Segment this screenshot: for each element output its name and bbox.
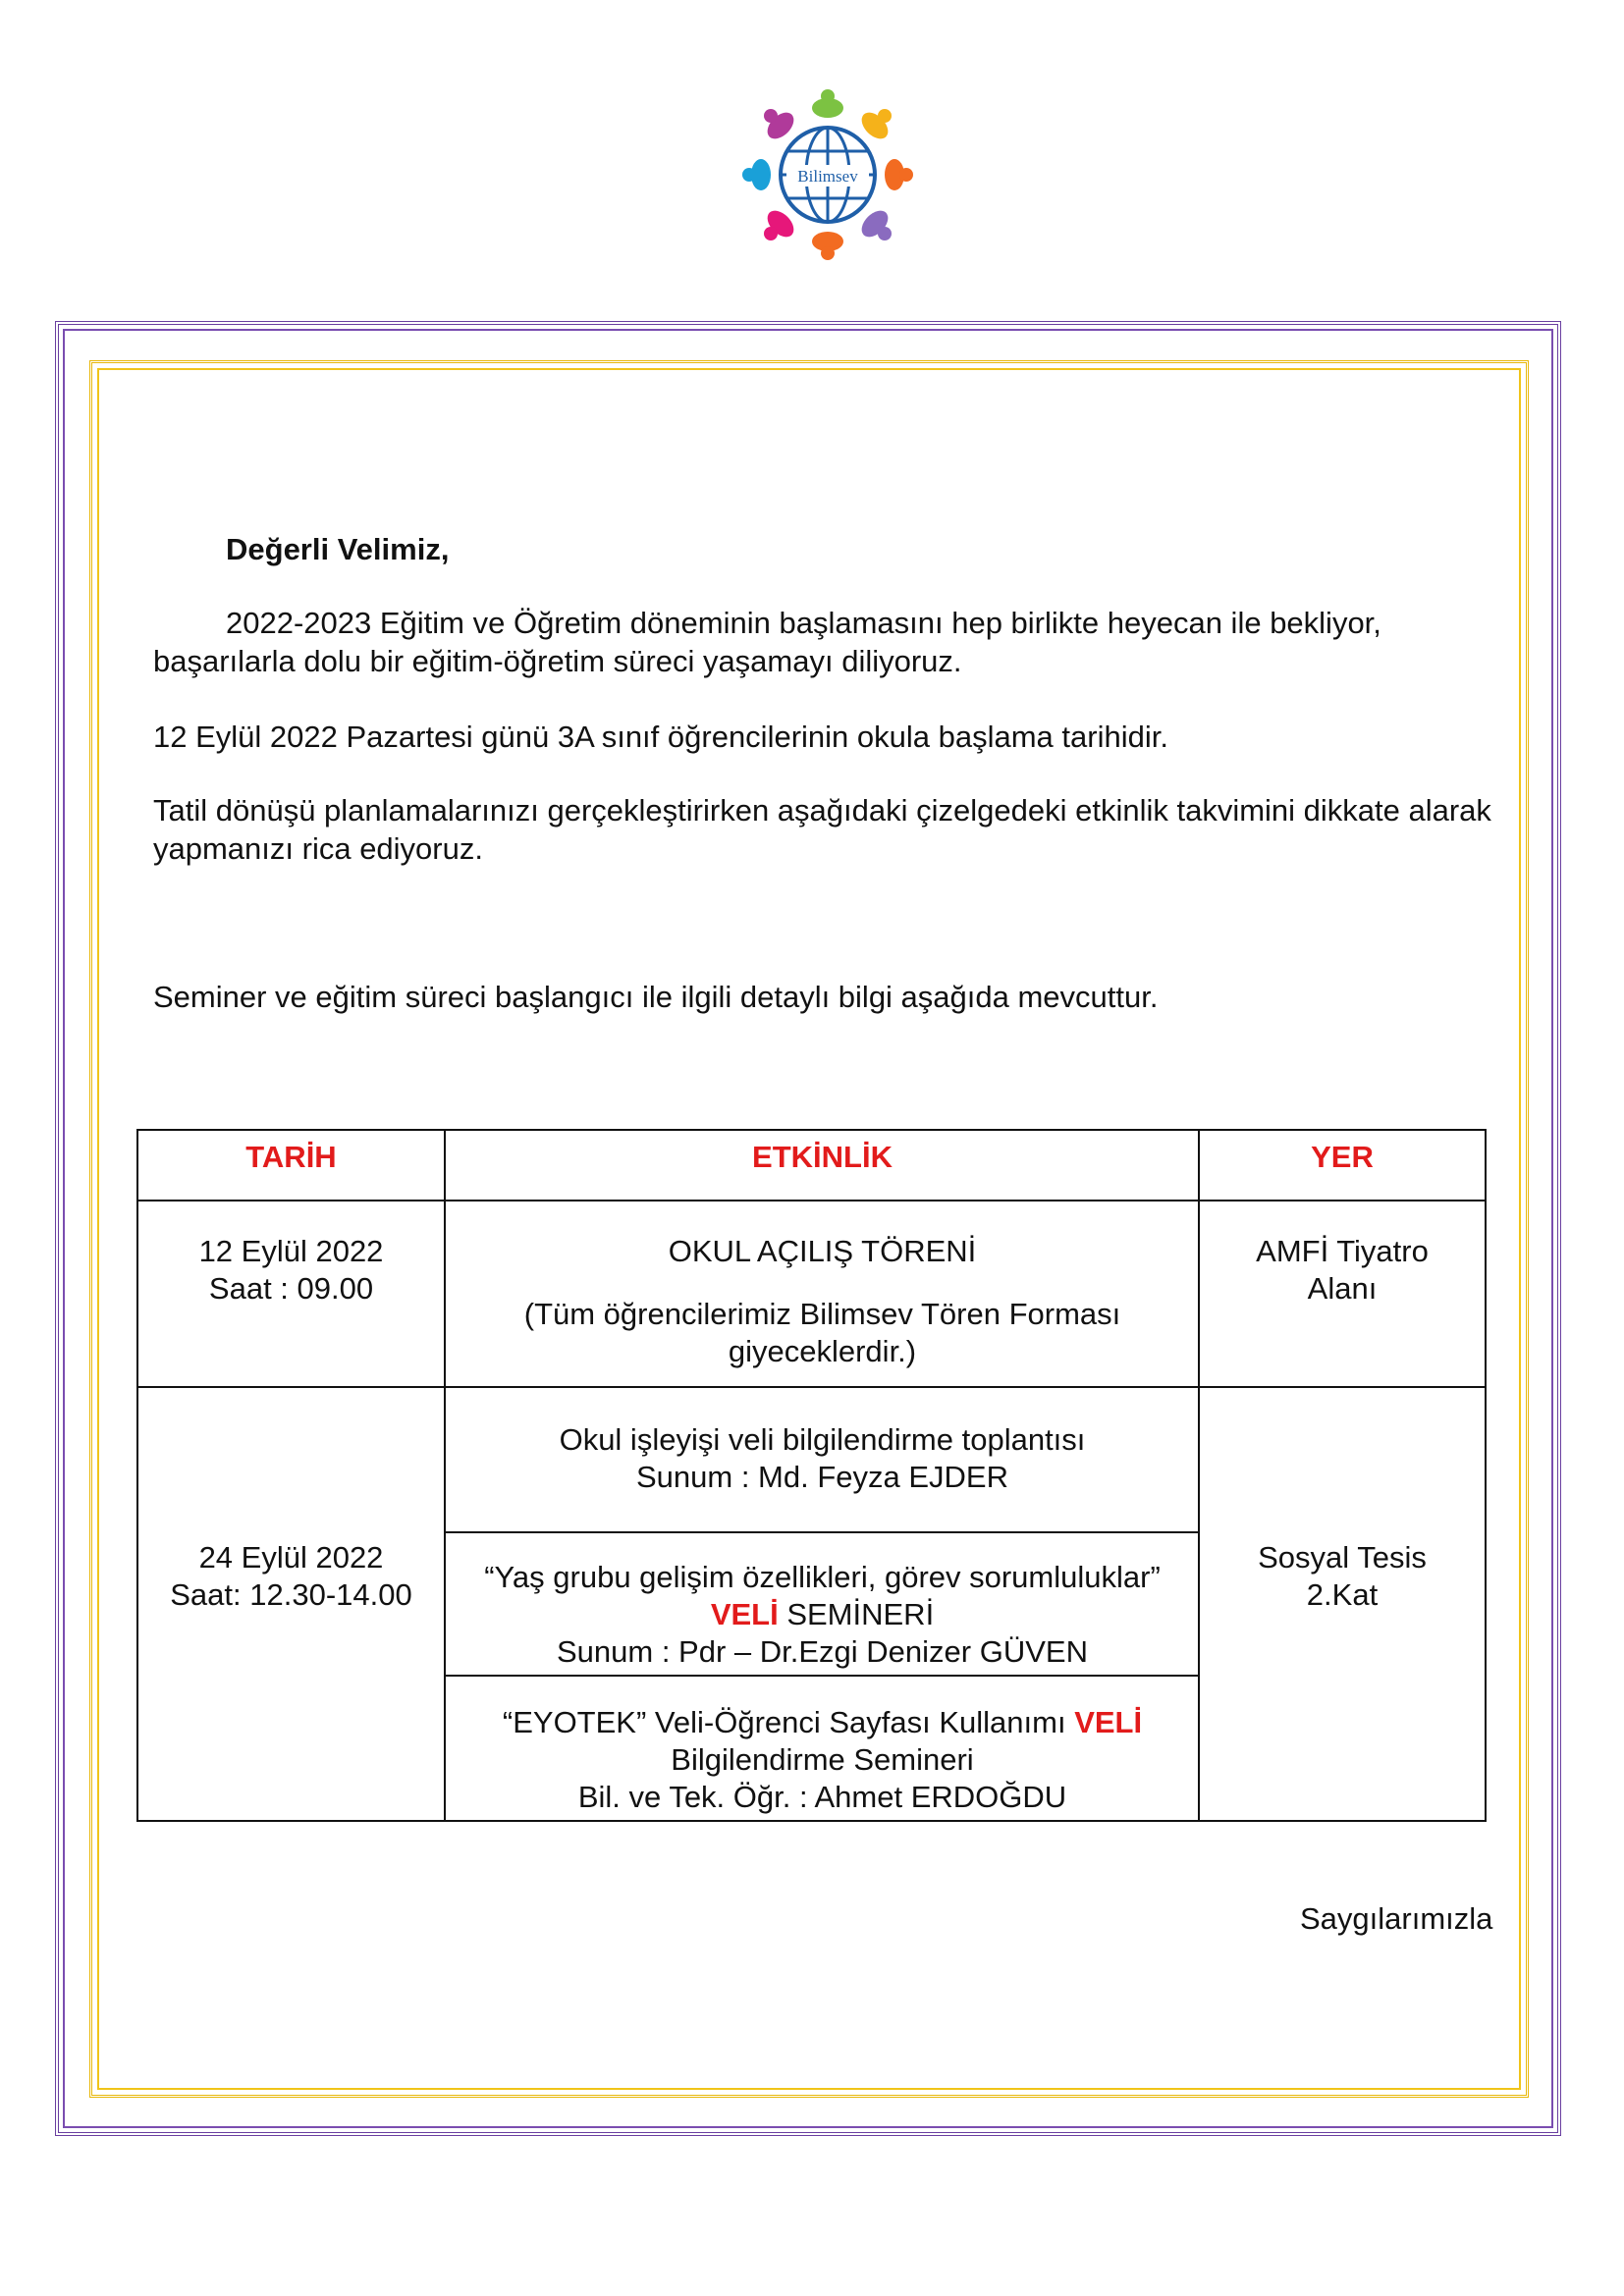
events-table [136, 1129, 1487, 1822]
row2-place-line2: 2.Kat [1306, 1577, 1379, 1612]
row2-event3-title: “EYOTEK” Veli-Öğrenci Sayfası Kullanımı VELİ [502, 1705, 1143, 1739]
veli-highlight: VELİ [710, 1597, 779, 1631]
row2-event1-cell [446, 1386, 1199, 1531]
bilimsev-logo [739, 86, 916, 263]
row2-event2-cell [446, 1531, 1199, 1675]
row2-event3-cell [446, 1675, 1199, 1820]
row2-date: 24 Eylül 2022 [198, 1540, 384, 1575]
row1-date: 12 Eylül 2022 [198, 1234, 384, 1268]
row2-event1-presenter: Sunum : Md. Feyza EJDER [635, 1460, 1008, 1494]
svg-text:Bilimsev: Bilimsev [797, 167, 858, 186]
row2-event3-subtitle: Bilgilendirme Semineri [671, 1742, 974, 1777]
paragraph-holiday-planning: Tatil dönüşü planlamalarınızı gerçekleştirirken aşağıdaki çizelgedeki etkinlik takvimini dikkate alarak yapmanızı rica ediyoruz. [153, 793, 1491, 866]
closing-regards: Saygılarımızla [1300, 1901, 1493, 1936]
row2-place-line1: Sosyal Tesis [1258, 1540, 1427, 1575]
row2-event1-title: Okul işleyişi veli bilgilendirme toplantısı [559, 1422, 1086, 1457]
row2-time: Saat: 12.30-14.00 [170, 1577, 412, 1612]
greeting: Değerli Velimiz, [226, 532, 450, 566]
row2-event3-presenter: Bil. ve Tek. Öğr. : Ahmet ERDOĞDU [577, 1780, 1067, 1814]
row1-event-note: (Tüm öğrencilerimiz Bilimsev Tören Forması giyeceklerdir.) [523, 1297, 1121, 1368]
row2-event2-presenter: Sunum : Pdr – Dr.Ezgi Denizer GÜVEN [557, 1634, 1088, 1669]
row1-date-cell [136, 1200, 446, 1386]
row1-place-cell [1199, 1200, 1486, 1386]
row2-date-cell [136, 1386, 446, 1820]
row1-event-cell [446, 1200, 1199, 1386]
row1-event-title: OKUL AÇILIŞ TÖRENİ [668, 1234, 977, 1268]
header-date: TARİH [245, 1140, 337, 1174]
row1-place-line2: Alanı [1307, 1271, 1378, 1306]
row1-place-line1: AMFİ Tiyatro [1256, 1234, 1429, 1268]
header-place: YER [1311, 1140, 1374, 1174]
row1-time: Saat : 09.00 [208, 1271, 374, 1306]
veli-highlight: VELİ [1074, 1705, 1143, 1739]
paragraph-start-date: 12 Eylül 2022 Pazartesi günü 3A sınıf öğrencilerinin okula başlama tarihidir. [153, 720, 1168, 754]
paragraph-intro: 2022-2023 Eğitim ve Öğretim döneminin başlamasını hep birlikte heyecan ile bekliyor, başarılarla dolu bir eğitim-öğretim süreci yaşamayı diliyoruz. [153, 606, 1381, 678]
header-event: ETKİNLİK [752, 1140, 893, 1174]
row2-place-cell [1199, 1386, 1486, 1820]
row2-event2-title: “Yaş grubu gelişim özellikleri, görev sorumluluklar” [484, 1560, 1161, 1594]
row2-event2-seminar: VELİ SEMİNERİ [710, 1597, 935, 1631]
paragraph-details-info: Seminer ve eğitim süreci başlangıcı ile ilgili detaylı bilgi aşağıda mevcuttur. [153, 980, 1159, 1014]
